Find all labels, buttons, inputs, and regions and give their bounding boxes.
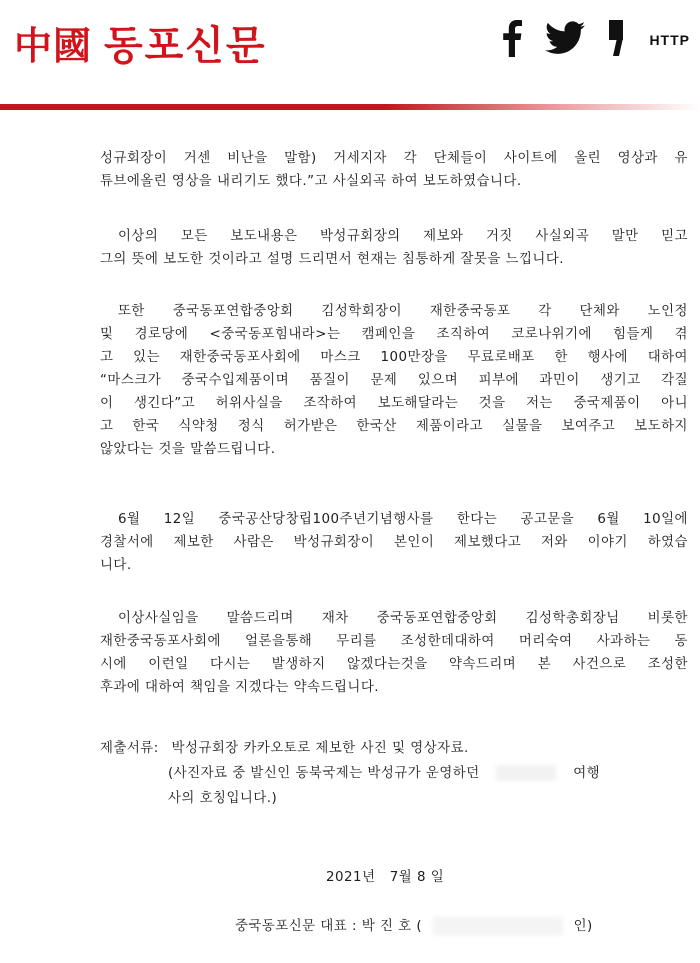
paragraph-5: [100, 607, 688, 699]
paragraph-4: [100, 508, 688, 577]
text-line: 고 있는 재한중국동포사회에 마스크 100만장을 무료로배포 한 행사에 대하여: [100, 350, 688, 365]
text-line: 시에 이런일 다시는 발생하지 않겠다는것을 약속드리며 본 사건으로 조성한: [100, 657, 688, 672]
text-line: “마스크가 중국수입제품이며 품질이 문제 있으며 피부에 과민이 생기고 각질: [100, 373, 688, 388]
text-line: 또한 중국동포연합중앙회 김성학회장이 재한중국동포 각 단체와 노인정: [118, 304, 688, 319]
text-line: 재한중국동포사회에 얼론을통해 무리를 조성한데대하여 머리숙여 사과하는 동: [100, 634, 688, 649]
submission-text: 박성규회장 카카오토로 제보한 사진 및 영상자료.: [171, 741, 469, 756]
text-line: 고 한국 식약청 정식 허가받은 한국산 제품이라고 실물을 보여주고 보도하지: [100, 419, 688, 434]
note-text-end: 여행: [573, 766, 601, 781]
text-line: 후과에 대하여 책임을 지겠다는 약속드립니다.: [100, 680, 380, 695]
signature-line: [235, 915, 593, 938]
logo-korean: 동포신문: [104, 23, 267, 69]
text-line: 6월 12일 중국공산당창립100주년기념행사를 한다는 공고문을 6월 10일에: [118, 512, 688, 527]
social-links: [501, 18, 690, 62]
text-line: 그의 뜻에 보도한 것이라고 설명 드리면서 현재는 침통하게 잘못을 느낍니다.: [100, 252, 565, 267]
text-line: 및 경로당에 <중국동포힘내라>는 캠페인을 조직하여 코로나위기에 힘들게 겪: [100, 327, 688, 342]
note-line-2: [168, 787, 277, 810]
logo-hanja: 中國: [14, 23, 93, 68]
text-line: 이상사실임을 말씀드리며 재차 중국동포연합중앙회 김성학총회장님 비롯한: [118, 611, 688, 626]
date-text: 2021년 7월 8 일: [326, 870, 445, 885]
submission-line: [100, 737, 469, 760]
document-date: [326, 866, 444, 889]
twitter-icon[interactable]: [545, 21, 585, 59]
text-line: 않았다는 것을 말씀드립니다.: [100, 442, 276, 457]
facebook-icon[interactable]: [501, 19, 523, 61]
paragraph-3: [100, 300, 688, 461]
text-line: 이상의 모든 보도내용은 박성규회장의 제보와 거짓 사실외곡 말만 믿고: [118, 229, 688, 244]
text-line: 니다.: [100, 558, 132, 573]
signature-text: 중국동포신문 대표 : 박 진 호 (: [235, 919, 423, 934]
text-line: 튜브에올린 영상을 내리기도 했다.”고 사실외곡 하여 보도하였습니다.: [100, 174, 522, 189]
text-line: 이 생긴다”고 허위사실을 조작하여 보도해달라는 것을 저는 중국제품이 아니: [100, 396, 688, 411]
redaction-block: [433, 917, 563, 935]
paragraph-2: [100, 225, 688, 271]
note-text: (사진자료 중 발신인 동북국제는 박성규가 운영하던: [168, 766, 480, 781]
paragraph-1: [100, 147, 688, 193]
signature-seal-text: 인): [573, 919, 593, 934]
site-logo[interactable]: [14, 14, 267, 71]
redaction-block: [496, 765, 556, 781]
text-line: 경찰서에 제보한 사람은 박성규회장이 본인이 제보했다고 저와 이야기 하였습: [100, 535, 688, 550]
submission-label: 제출서류:: [100, 741, 159, 756]
note-line-1: [168, 762, 600, 785]
site-header: [0, 0, 700, 108]
header-divider: [0, 104, 700, 110]
http-link[interactable]: HTTP: [649, 32, 690, 48]
text-line: 성규회장이 거센 비난을 말함) 거세지자 각 단체들이 사이트에 올린 영상과 유: [100, 151, 688, 166]
comma-icon[interactable]: [607, 18, 627, 62]
note-text: 사의 호칭입니다.): [168, 791, 278, 806]
